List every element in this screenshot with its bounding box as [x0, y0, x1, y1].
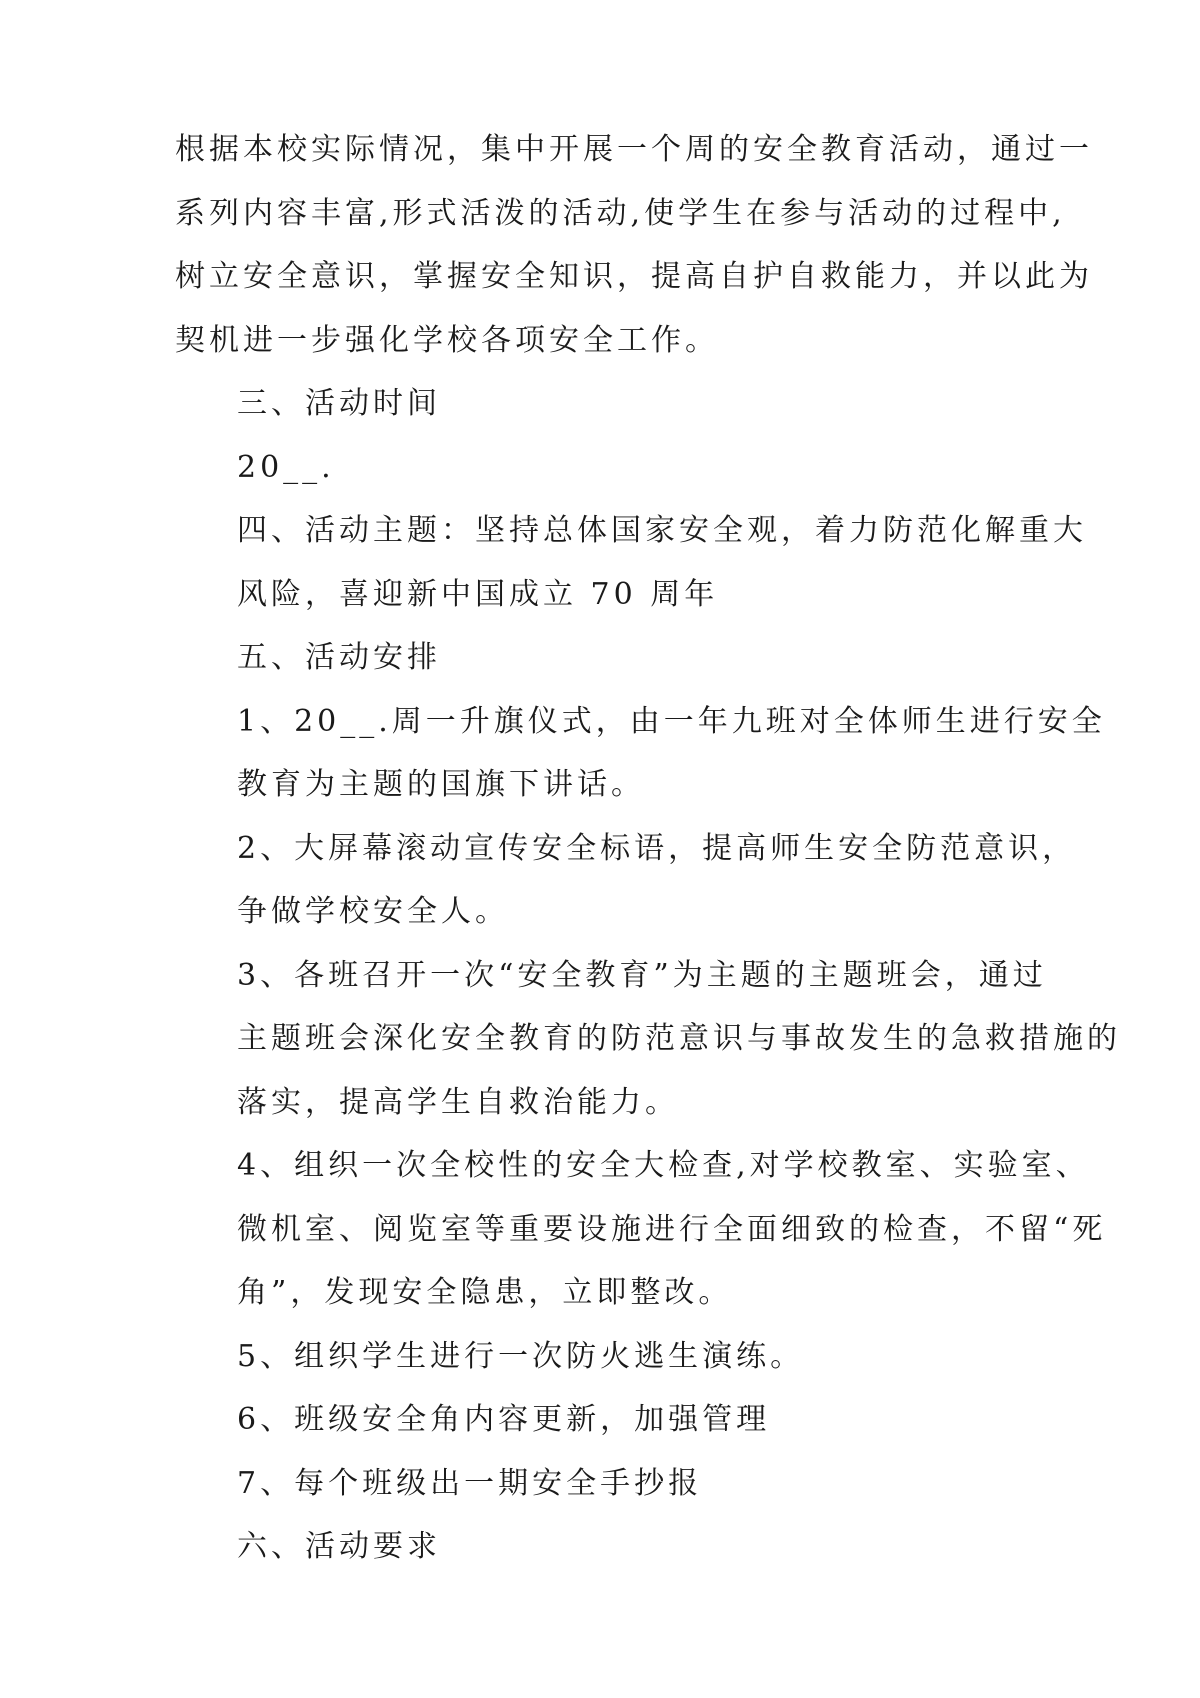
- text-line: 树立安全意识，掌握安全知识，提高自护自救能力，并以此为: [175, 259, 1093, 294]
- paragraph: [175, 118, 1093, 372]
- text-line: 4、组织一次全校性的安全大检查,对学校教室、实验室、: [237, 1148, 1090, 1183]
- paragraph: [175, 372, 1035, 436]
- text-line: 风险，喜迎新中国成立 70 周年: [237, 576, 719, 612]
- text-line: 六、活动要求: [237, 1529, 441, 1564]
- paragraph: [175, 817, 1077, 944]
- text-line: 3、各班召开一次“安全教育”为主题的主题班会，通过: [237, 957, 1047, 993]
- text-line: 角”，发现安全隐患，立即整改。: [237, 1275, 733, 1310]
- text-line: 7、每个班级出一期安全手抄报: [237, 1465, 703, 1501]
- text-line: 五、活动安排: [237, 640, 441, 675]
- text-line: 四、活动主题：坚持总体国家安全观，着力防范化解重大: [237, 513, 1087, 548]
- text-line: 1、20__.周一升旗仪式，由一年九班对全体师生进行安全: [237, 703, 1106, 739]
- paragraph: [175, 436, 1035, 500]
- text-line: 落实，提高学生自救治能力。: [237, 1084, 679, 1120]
- paragraph: [175, 1515, 1035, 1579]
- text-line: 2、大屏幕滚动宣传安全标语，提高师生安全防范意识，: [237, 830, 1077, 866]
- text-line: 20__.: [237, 449, 335, 485]
- text-line: 根据本校实际情况，集中开展一个周的安全教育活动，通过一: [175, 132, 1093, 167]
- text-line: 争做学校安全人。: [237, 894, 509, 929]
- text-line: 微机室、阅览室等重要设施进行全面细致的检查，不留“死: [237, 1211, 1107, 1247]
- paragraph: [175, 1325, 1035, 1389]
- paragraph: [175, 499, 1087, 626]
- text-line: 教育为主题的国旗下讲话。: [237, 767, 645, 802]
- text-line: 6、班级安全角内容更新，加强管理: [237, 1402, 771, 1437]
- paragraph: [175, 1388, 1035, 1452]
- text-line: 三、活动时间: [237, 386, 441, 421]
- document-body: [175, 118, 1121, 1579]
- paragraph: [175, 690, 1106, 817]
- paragraph: [175, 1134, 1107, 1325]
- paragraph: [175, 626, 1035, 690]
- text-line: 系列内容丰富,形式活泼的活动,使学生在参与活动的过程中,: [175, 195, 1066, 231]
- text-line: 契机进一步强化学校各项安全工作。: [175, 322, 719, 358]
- text-line: 主题班会深化安全教育的防范意识与事故发生的急救措施的: [237, 1021, 1121, 1056]
- paragraph: [175, 1452, 1035, 1516]
- paragraph: [175, 944, 1121, 1135]
- text-line: 5、组织学生进行一次防火逃生演练。: [237, 1338, 805, 1374]
